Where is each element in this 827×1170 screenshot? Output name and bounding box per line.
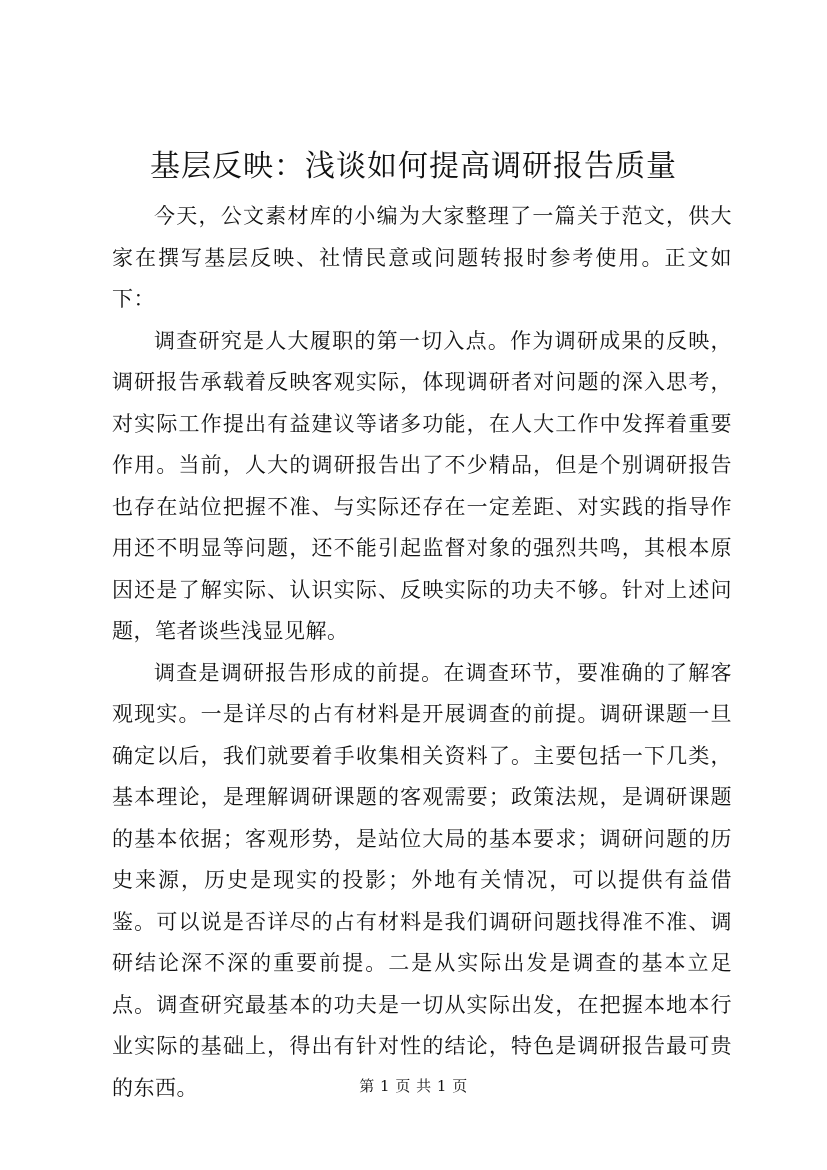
paragraph-intro: 今天，公文素材库的小编为大家整理了一篇关于范文，供大家在撰写基层反映、社情民意或问题转报时参考使用。正文如下：: [112, 204, 732, 311]
paragraph-investigation-premise: 调查是调研报告形成的前提。在调查环节，要准确的了解客观现实。一是详尽的占有材料是开展调查的前提。调研课题一旦确定以后，我们就要着手收集相关资料了。主要包括一下几类，基本理论，是理解调研课题的客观需要；政策法规，是调研课题的基本依据；客观形势，是站位大局的基本要求；调研问题的历史来源，历史是现实的投影；外地有关情况，可以提供有益借鉴。可以说是否详尽的占有材料是我们调研问题找得准不准、调研结论深不深的重要前提。二是从实际出发是调查的基本立足点。调查研究最基本的功夫是一切从实际出发，在把握本地本行业实际的基础上，得出有针对性的结论，特色是调研报告最可贵的东西。: [112, 660, 732, 1100]
paragraph-research-importance: 调查研究是人大履职的第一切入点。作为调研成果的反映，调研报告承载着反映客观实际，体现调研者对问题的深入思考，对实际工作提出有益建议等诸多功能，在人大工作中发挥着重要作用。当前，人大的调研报告出了不少精品，但是个别调研报告也存在站位把握不准、与实际还存在一定差距、对实践的指导作用还不明显等问题，还不能引起监督对象的强烈共鸣，其根本原因还是了解实际、认识实际、反映实际的功夫不够。针对上述问题，笔者谈些浅显见解。: [112, 328, 732, 643]
document-body: [112, 196, 732, 1109]
document-title: 基层反映：浅谈如何提高调研报告质量: [150, 149, 677, 184]
page-footer: 第 1 页 共 1 页: [359, 1077, 468, 1095]
